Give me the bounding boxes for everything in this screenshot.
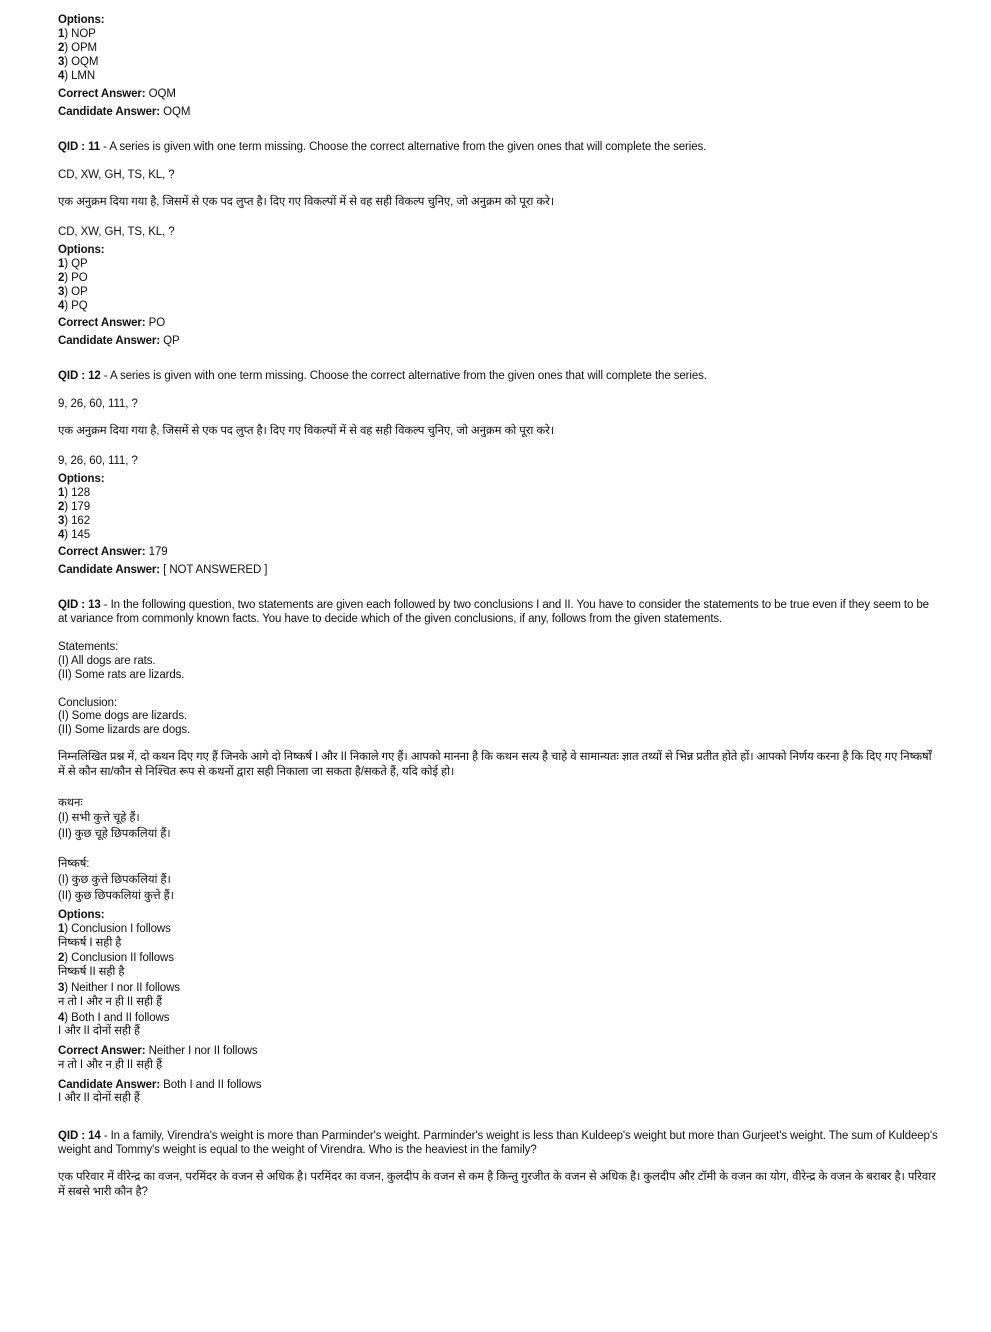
option-3-hindi: न तो I और न ही II सही हैं [58,996,162,1008]
statement-2-hindi: (II) कुछ चूहे छिपकलियां हैं। [58,828,171,840]
option-1: 1) 128 [58,487,91,499]
option-2: 2) Conclusion II follows [58,952,174,964]
series-hindi: CD, XW, GH, TS, KL, ? [58,226,175,238]
statement-1-hindi: (I) सभी कुत्ते चूहे हैं। [58,812,140,824]
option-3: 3) Neither I nor II follows [58,982,180,994]
option-1: 1) Conclusion I follows [58,923,171,935]
option-2-hindi: निष्कर्ष II सही है [58,966,125,978]
option-4: 4) PQ [58,300,88,312]
series-hindi: 9, 26, 60, 111, ? [58,455,138,467]
option-4: 4) Both I and II follows [58,1012,170,1024]
question-text: QID : 14 - In a family, Virendra's weight is more than Parminder's weight. Parminder's weight is less than Kuldeep's weight but more than Gurjeet's weight. The sum of Kuldeep's weight and Tommy's weight is equal to the weight of Virendra. Who is the heaviest in the family? [58,1130,938,1156]
question-text-hindi: निम्नलिखित प्रश्न में, दो कथन दिए गए हैं जिनके आगे दो निष्कर्ष I और II निकाले गए हैं। आपको मानना है कि कथन सत्य है चाहे वे सामान्यतः ज्ञात तथ्यों से भिन्न प्रतीत होते हों। आपको निर्णय करना है कि दिए गए निष्कर्षों में से कौन सा/कौन से निश्चित रूप से कथनों द्वारा सही निकाला जा सकता है/सकते हैं, यदि कोई हो। [58,751,932,778]
options-label: Options: [58,14,105,26]
conclusion-1: (I) Some dogs are lizards. [58,710,188,722]
option-3: 3) OP [58,286,88,298]
correct-answer-hindi: न तो I और न ही II सही हैं [58,1059,162,1071]
option-4: 4) 145 [58,529,91,541]
question-text-hindi: एक अनुक्रम दिया गया है, जिसमें से एक पद लुप्त है। दिए गए विकल्पों में से वह सही विकल्प चुनिए, जो अनुक्रम को पूरा करे। [58,425,554,437]
option-4: 4) LMN [58,70,96,82]
statements-label-hindi: कथनः [58,797,83,809]
series: CD, XW, GH, TS, KL, ? [58,169,175,181]
correct-answer: Correct Answer: Neither I nor II follows [58,1045,258,1057]
options-label: Options: [58,244,105,256]
candidate-answer: Candidate Answer: OQM [58,106,191,118]
option-1-hindi: निष्कर्ष I सही है [58,937,122,949]
option-1: 1) NOP [58,28,96,40]
conclusion-1-hindi: (I) कुछ कुत्ते छिपकलियां हैं। [58,874,171,886]
options-label: Options: [58,473,105,485]
option-2: 2) PO [58,272,88,284]
correct-answer: Correct Answer: OQM [58,88,176,100]
conclusion-label-hindi: निष्कर्ष: [58,858,90,870]
statement-2: (II) Some rats are lizards. [58,669,185,681]
correct-answer: Correct Answer: PO [58,317,166,329]
conclusion-2: (II) Some lizards are dogs. [58,724,191,736]
option-2: 2) 179 [58,501,91,513]
question-text: QID : 12 - A series is given with one term missing. Choose the correct alternative from the given ones that will complete the series. [58,370,707,382]
candidate-answer: Candidate Answer: Both I and II follows [58,1079,262,1091]
candidate-answer-hindi: I और II दोनों सही हैं [58,1092,140,1104]
conclusion-2-hindi: (II) कुछ छिपकलियां कुत्ते हैं। [58,890,174,902]
candidate-answer: Candidate Answer: QP [58,335,180,347]
options-label: Options: [58,909,105,921]
option-3: 3) OQM [58,56,99,68]
statements-label: Statements: [58,641,119,653]
option-3: 3) 162 [58,515,91,527]
question-text: QID : 13 - In the following question, two statements are given each followed by two conclusions I and II. You have to consider the statements to be true even if they seem to be at variance from commonly known facts. You have to decide which of the given conclusions, if any, follows from the given statements. [58,599,929,625]
candidate-answer: Candidate Answer: [ NOT ANSWERED ] [58,564,268,576]
question-text-hindi: एक परिवार में वीरेन्द्र का वजन, परमिंदर के वजन से अधिक है। परमिंदर का वजन, कुलदीप के वजन से कम है किन्तु गुरजीत के वजन से अधिक है। कुलदीप और टॉमी के वजन का योग, वीरेन्द्र के वजन के बराबर है। परिवार में सबसे भारी कौन है? [58,1171,936,1198]
correct-answer: Correct Answer: 179 [58,546,168,558]
conclusion-label: Conclusion: [58,697,117,709]
statement-1: (I) All dogs are rats. [58,655,156,667]
option-4-hindi: I और II दोनों सही हैं [58,1025,140,1037]
question-text-hindi: एक अनुक्रम दिया गया है, जिसमें से एक पद लुप्त है। दिए गए विकल्पों में से वह सही विकल्प चुनिए, जो अनुक्रम को पूरा करे। [58,196,554,208]
option-1: 1) QP [58,258,88,270]
series: 9, 26, 60, 111, ? [58,398,138,410]
question-text: QID : 11 - A series is given with one term missing. Choose the correct alternative from the given ones that will complete the series. [58,141,707,153]
option-2: 2) OPM [58,42,98,54]
